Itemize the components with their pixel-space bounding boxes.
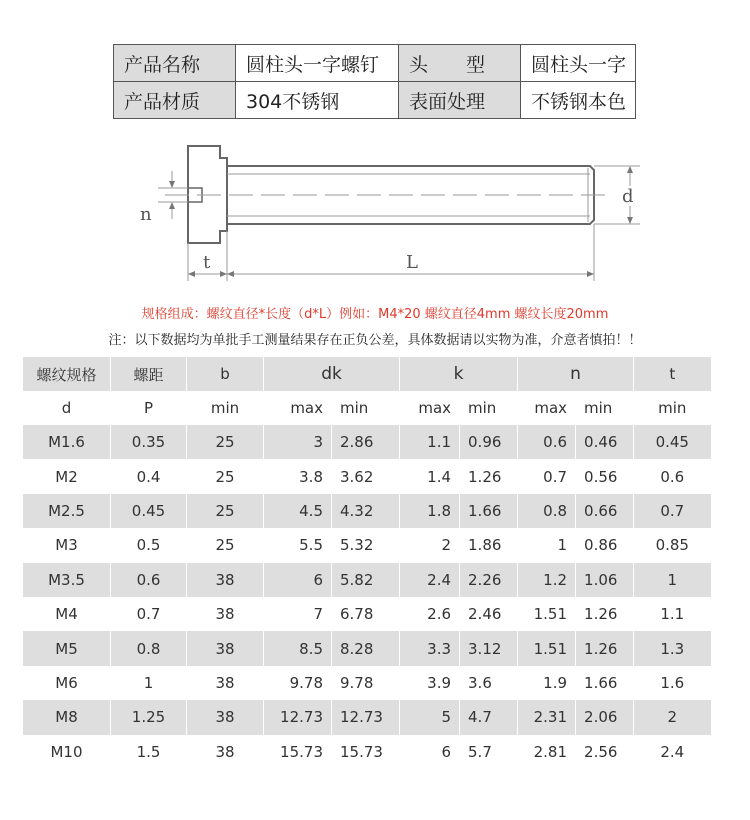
subheader-t-min: min <box>634 391 711 425</box>
cell-dk-max: 5.5 <box>264 528 332 562</box>
header-spec: 螺纹规格 <box>23 357 111 391</box>
head-type-value: 圆柱头一字 <box>521 45 636 82</box>
cell-n-min: 2.56 <box>576 735 634 769</box>
cell-k-min: 1.26 <box>460 459 518 493</box>
table-row <box>23 528 711 562</box>
cell-spec: M10 <box>23 735 111 769</box>
header-pitch: 螺距 <box>111 357 187 391</box>
cell-n-max: 1.51 <box>518 631 576 665</box>
cell-pitch: 0.7 <box>111 597 187 631</box>
cell-spec: M5 <box>23 631 111 665</box>
header-k: k <box>400 357 518 391</box>
table-subheader-row <box>23 391 711 425</box>
cell-dk-max: 3.8 <box>264 459 332 493</box>
table-row <box>23 494 711 528</box>
cell-dk-min: 2.86 <box>332 425 400 459</box>
cell-k-max: 5 <box>400 700 460 734</box>
cell-spec: M2.5 <box>23 494 111 528</box>
cell-n-min: 0.46 <box>576 425 634 459</box>
table-header-row <box>23 357 711 391</box>
subheader-b-min: min <box>187 391 264 425</box>
table-row <box>23 735 711 769</box>
cell-n-max: 1.2 <box>518 563 576 597</box>
material-label: 产品材质 <box>114 82 236 119</box>
head-type-label: 头 型 <box>399 45 521 82</box>
cell-b: 25 <box>187 528 264 562</box>
cell-dk-min: 6.78 <box>332 597 400 631</box>
subheader-d: d <box>23 391 111 425</box>
cell-pitch: 1.25 <box>111 700 187 734</box>
cell-t-min: 0.85 <box>634 528 711 562</box>
material-value: 304不锈钢 <box>236 82 399 119</box>
cell-t-min: 2 <box>634 700 711 734</box>
cell-n-max: 2.81 <box>518 735 576 769</box>
header-b: b <box>187 357 264 391</box>
cell-k-min: 0.96 <box>460 425 518 459</box>
cell-b: 25 <box>187 459 264 493</box>
disclaimer-note: 注：以下数据均为单批手工测量结果存在正负公差，具体数据请以实物为准，介意者慎拍！！ <box>108 333 642 348</box>
subheader-P: P <box>111 391 187 425</box>
cell-k-min: 1.66 <box>460 494 518 528</box>
cell-spec: M2 <box>23 459 111 493</box>
cell-pitch: 0.4 <box>111 459 187 493</box>
cell-dk-max: 8.5 <box>264 631 332 665</box>
drawing-label-t: t <box>203 252 211 273</box>
cell-n-min: 1.26 <box>576 597 634 631</box>
cell-k-max: 1.4 <box>400 459 460 493</box>
cell-k-max: 2.4 <box>400 563 460 597</box>
cell-k-min: 2.46 <box>460 597 518 631</box>
cell-t-min: 1.1 <box>634 597 711 631</box>
cell-dk-max: 9.78 <box>264 666 332 700</box>
drawing-label-L: L <box>406 252 418 273</box>
cell-t-min: 1.3 <box>634 631 711 665</box>
cell-n-max: 1.51 <box>518 597 576 631</box>
table-row <box>23 597 711 631</box>
info-row <box>114 82 636 119</box>
cell-k-max: 1.1 <box>400 425 460 459</box>
table-row <box>23 666 711 700</box>
cell-dk-min: 9.78 <box>332 666 400 700</box>
cell-dk-max: 3 <box>264 425 332 459</box>
table-row <box>23 631 711 665</box>
drawing-label-d: d <box>622 186 634 207</box>
cell-spec: M6 <box>23 666 111 700</box>
cell-dk-max: 15.73 <box>264 735 332 769</box>
cell-k-max: 2.6 <box>400 597 460 631</box>
cell-dk-min: 8.28 <box>332 631 400 665</box>
cell-dk-min: 4.32 <box>332 494 400 528</box>
cell-k-max: 2 <box>400 528 460 562</box>
cell-spec: M3.5 <box>23 563 111 597</box>
cell-n-min: 1.06 <box>576 563 634 597</box>
cell-t-min: 1 <box>634 563 711 597</box>
subheader-k-max: max <box>400 391 460 425</box>
cell-n-max: 1.9 <box>518 666 576 700</box>
cell-k-max: 6 <box>400 735 460 769</box>
table-row <box>23 700 711 734</box>
cell-dk-max: 7 <box>264 597 332 631</box>
surface-label: 表面处理 <box>399 82 521 119</box>
spec-format-note: 规格组成：螺纹直径*长度（d*L）例如：M4*20 螺纹直径4mm 螺纹长度20mm <box>141 307 609 322</box>
cell-dk-max: 12.73 <box>264 700 332 734</box>
cell-spec: M3 <box>23 528 111 562</box>
cell-b: 25 <box>187 425 264 459</box>
cell-spec: M8 <box>23 700 111 734</box>
cell-b: 38 <box>187 631 264 665</box>
header-dk: dk <box>264 357 400 391</box>
cell-t-min: 0.7 <box>634 494 711 528</box>
cell-pitch: 0.5 <box>111 528 187 562</box>
cell-k-min: 4.7 <box>460 700 518 734</box>
cell-dk-min: 5.32 <box>332 528 400 562</box>
cell-dk-max: 4.5 <box>264 494 332 528</box>
cell-dk-min: 5.82 <box>332 563 400 597</box>
cell-n-max: 0.8 <box>518 494 576 528</box>
cell-k-max: 3.3 <box>400 631 460 665</box>
cell-dk-min: 15.73 <box>332 735 400 769</box>
cell-k-max: 3.9 <box>400 666 460 700</box>
cell-n-min: 1.26 <box>576 631 634 665</box>
cell-n-max: 1 <box>518 528 576 562</box>
table-row <box>23 563 711 597</box>
cell-pitch: 0.8 <box>111 631 187 665</box>
cell-pitch: 0.45 <box>111 494 187 528</box>
info-row <box>114 45 636 82</box>
subheader-n-min: min <box>576 391 634 425</box>
subheader-dk-min: min <box>332 391 400 425</box>
cell-k-max: 1.8 <box>400 494 460 528</box>
cell-b: 38 <box>187 666 264 700</box>
cell-b: 25 <box>187 494 264 528</box>
table-row <box>23 425 711 459</box>
cell-b: 38 <box>187 563 264 597</box>
screw-drawing <box>110 126 650 296</box>
table-body <box>23 425 711 769</box>
cell-dk-max: 6 <box>264 563 332 597</box>
subheader-k-min: min <box>460 391 518 425</box>
cell-t-min: 1.6 <box>634 666 711 700</box>
cell-b: 38 <box>187 700 264 734</box>
cell-pitch: 0.6 <box>111 563 187 597</box>
product-name-label: 产品名称 <box>114 45 236 82</box>
cell-n-min: 1.66 <box>576 666 634 700</box>
cell-n-min: 2.06 <box>576 700 634 734</box>
cell-n-max: 2.31 <box>518 700 576 734</box>
cell-k-min: 5.7 <box>460 735 518 769</box>
product-info-table <box>113 44 636 119</box>
surface-value: 不锈钢本色 <box>521 82 636 119</box>
cell-pitch: 1.5 <box>111 735 187 769</box>
cell-pitch: 0.35 <box>111 425 187 459</box>
cell-b: 38 <box>187 735 264 769</box>
cell-n-max: 0.7 <box>518 459 576 493</box>
cell-t-min: 0.6 <box>634 459 711 493</box>
cell-n-max: 0.6 <box>518 425 576 459</box>
cell-spec: M1.6 <box>23 425 111 459</box>
cell-dk-min: 12.73 <box>332 700 400 734</box>
header-n: n <box>518 357 634 391</box>
table-row <box>23 459 711 493</box>
cell-pitch: 1 <box>111 666 187 700</box>
cell-n-min: 0.66 <box>576 494 634 528</box>
cell-t-min: 0.45 <box>634 425 711 459</box>
cell-k-min: 3.6 <box>460 666 518 700</box>
cell-dk-min: 3.62 <box>332 459 400 493</box>
header-t: t <box>634 357 711 391</box>
drawing-label-n: n <box>140 204 152 225</box>
cell-k-min: 3.12 <box>460 631 518 665</box>
cell-t-min: 2.4 <box>634 735 711 769</box>
cell-spec: M4 <box>23 597 111 631</box>
cell-n-min: 0.86 <box>576 528 634 562</box>
subheader-n-max: max <box>518 391 576 425</box>
cell-b: 38 <box>187 597 264 631</box>
cell-k-min: 2.26 <box>460 563 518 597</box>
spec-table <box>22 357 711 769</box>
cell-k-min: 1.86 <box>460 528 518 562</box>
subheader-dk-max: max <box>264 391 332 425</box>
product-name-value: 圆柱头一字螺钉 <box>236 45 399 82</box>
cell-n-min: 0.56 <box>576 459 634 493</box>
